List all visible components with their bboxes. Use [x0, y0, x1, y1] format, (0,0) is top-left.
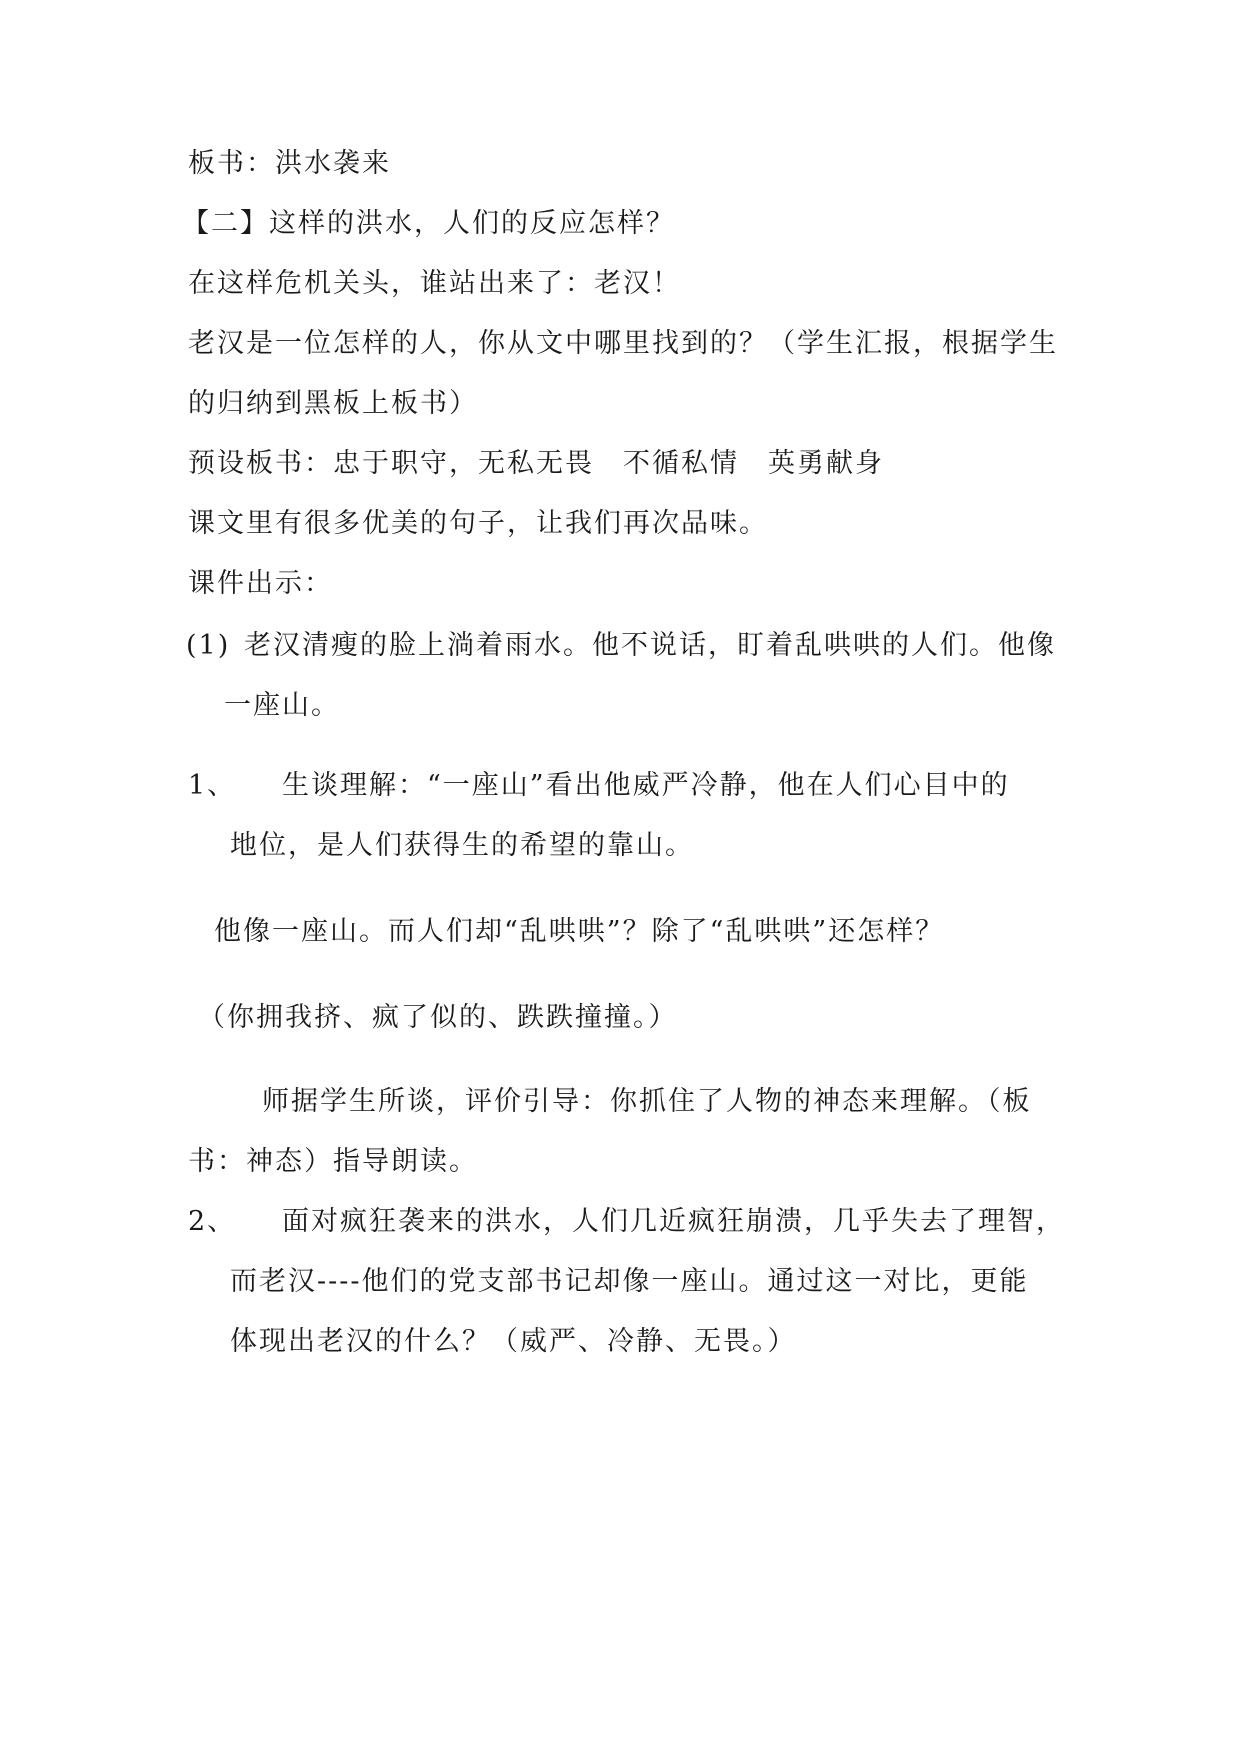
text-line: 老汉是一位怎样的人，你从文中哪里找到的？（学生汇报，根据学生 — [188, 328, 1058, 359]
text-line: 预设板书：忠于职守，无私无畏 不循私情 英勇献身 — [188, 448, 884, 479]
paragraph: 他像一座山。而人们却“乱哄哄”？除了“乱哄哄”还怎样？ — [214, 916, 945, 947]
list-marker: 2、 — [188, 1206, 237, 1237]
text-line: 课件出示： — [188, 568, 333, 599]
text-line: 的归纳到黑板上板书） — [188, 388, 478, 419]
list-marker: (1) — [186, 630, 231, 661]
list-item-line: 而老汉----他们的党支部书记却像一座山。通过这一对比，更能 — [230, 1266, 1029, 1297]
text-line: 在这样危机关头，谁站出来了：老汉！ — [188, 268, 681, 299]
paragraph: 师据学生所谈，评价引导：你抓住了人物的神态来理解。（板 — [262, 1086, 1032, 1117]
text-line: 【二】这样的洪水，人们的反应怎样？ — [182, 208, 675, 239]
list-marker: 1、 — [188, 770, 237, 801]
paragraph: （你拥我挤、疯了似的、跌跌撞撞。） — [198, 1002, 678, 1033]
quote-line: 一座山。 — [224, 690, 340, 721]
list-item-line: 体现出老汉的什么？（威严、冷静、无畏。） — [230, 1326, 797, 1357]
text-line: 板书：洪水袭来 — [188, 148, 391, 179]
paragraph: 书：神态）指导朗读。 — [188, 1146, 478, 1177]
quote-line: 老汉清瘦的脸上淌着雨水。他不说话，盯着乱哄哄的人们。他像 — [244, 630, 1056, 661]
list-item-line: 地位，是人们获得生的希望的靠山。 — [230, 830, 694, 861]
text-line: 课文里有很多优美的句子，让我们再次品味。 — [188, 508, 768, 539]
list-item-line: 面对疯狂袭来的洪水，人们几近疯狂崩溃，几乎失去了理智， — [282, 1206, 1065, 1237]
list-item-line: 生谈理解：“一座山”看出他威严冷静，他在人们心目中的 — [282, 770, 1010, 801]
